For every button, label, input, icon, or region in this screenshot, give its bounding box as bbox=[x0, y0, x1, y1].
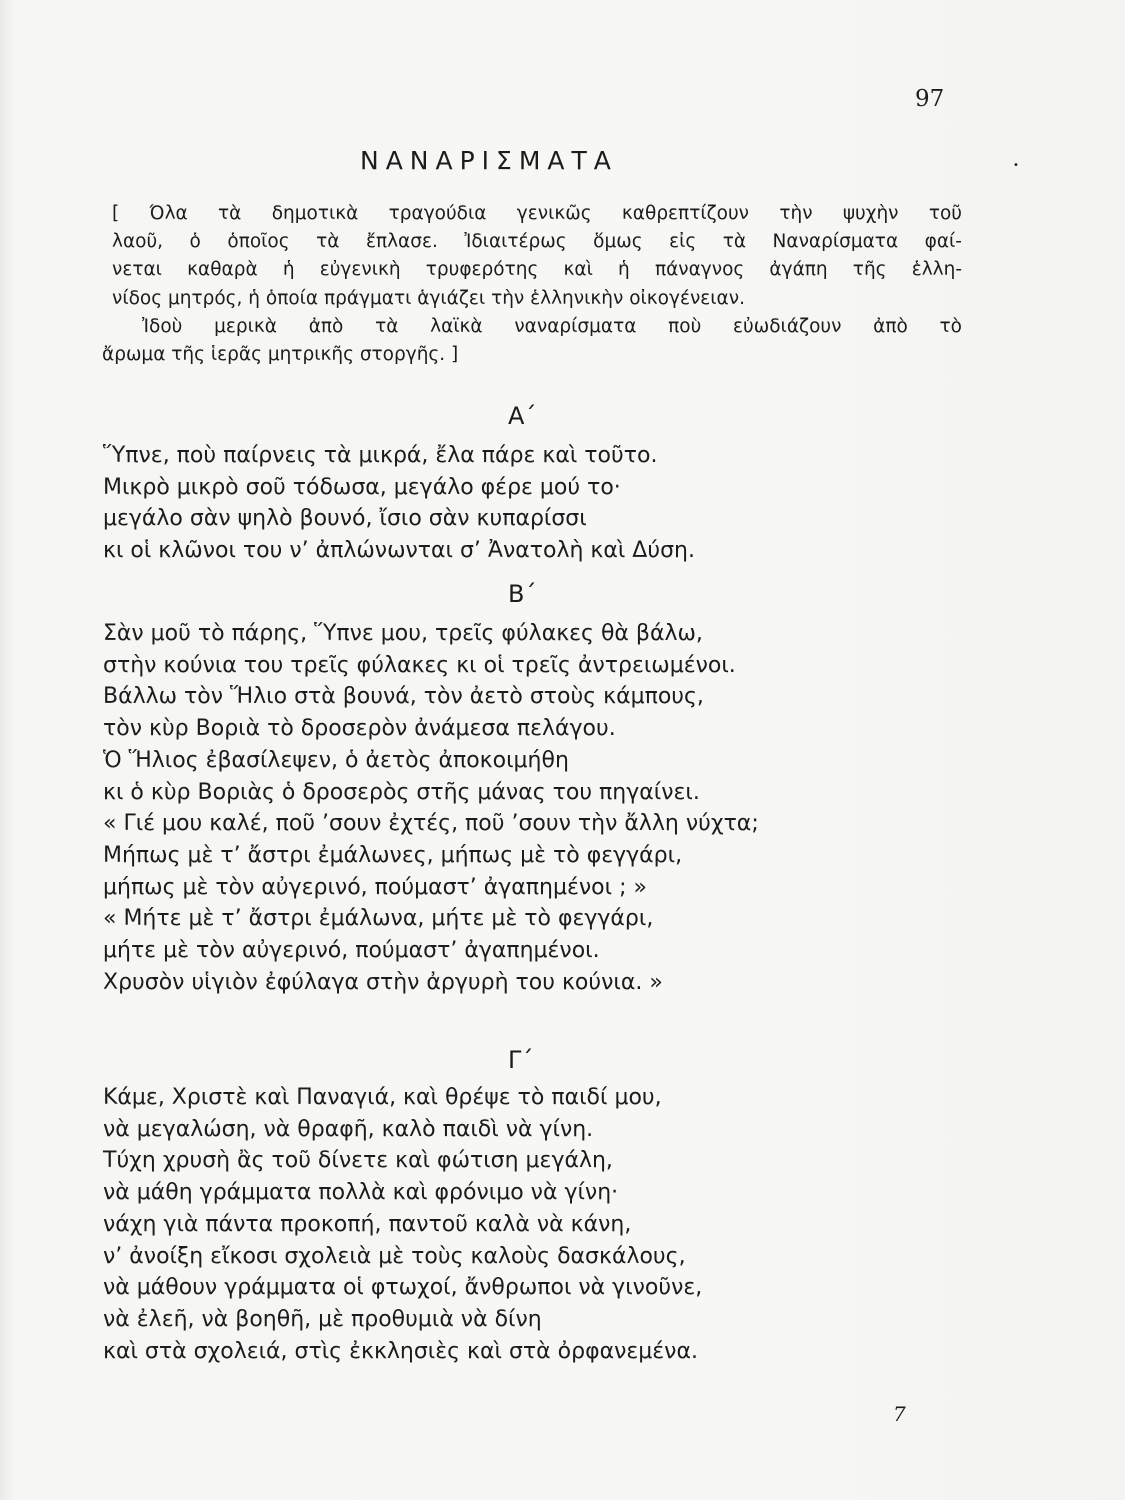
verse-line: « Γιέ μου καλέ, ποῦ ’σουν ἐχτές, ποῦ ’σουν τὴν ἄλλη νύχτα; bbox=[103, 811, 759, 837]
intro-line: λαοῦ, ὁ ὁποῖος τὰ ἔπλασε. Ἰδιαιτέρως ὅμως εἰς τὰ Ναναρίσματα φαί- bbox=[112, 231, 962, 253]
verse-line: Μικρὸ μικρὸ σοῦ τόδωσα, μεγάλο φέρε μού το· bbox=[103, 474, 621, 500]
verse-line: νὰ μάθουν γράμματα οἱ φτωχοί, ἄνθρωποι νὰ γινοῦνε, bbox=[103, 1275, 703, 1301]
intro-paragraph-1 bbox=[102, 200, 962, 313]
intro-line: Ἰδοὺ μερικὰ ἀπὸ τὰ λαϊκὰ ναναρίσματα ποὺ εὐωδιάζουν ἀπὸ τὸ bbox=[142, 315, 962, 337]
verse-line: Μήπως μὲ τ’ ἄστρι ἐμάλωνες, μήπως μὲ τὸ φεγγάρι, bbox=[103, 842, 683, 868]
page-title: ΝΑΝΑΡΙΣΜΑΤΑ bbox=[360, 146, 618, 175]
verse-line: νάχη γιὰ πάντα προκοπή, παντοῦ καλὰ νὰ κάνη, bbox=[103, 1211, 632, 1237]
page-number: 97 bbox=[915, 86, 945, 112]
signature-mark: 7 bbox=[893, 1402, 906, 1426]
section-letter-a: Α΄ bbox=[508, 402, 537, 430]
speck-mark: • bbox=[1013, 160, 1019, 171]
verse-line: νὰ μάθη γράμματα πολλὰ καὶ φρόνιμο νὰ γίνη· bbox=[103, 1180, 619, 1206]
verse-line: ν’ ἀνοίξη εἴκοσι σχολειὰ μὲ τοὺς καλοὺς δασκάλους, bbox=[103, 1243, 686, 1269]
section-letter-b: Β΄ bbox=[508, 580, 537, 608]
verse-line: Σὰν μοῦ τὸ πάρης, Ὕπνε μου, τρεῖς φύλακες θὰ βάλω, bbox=[103, 621, 703, 646]
verse-line: Ὁ Ἥλιος ἐβασίλεψεν, ὁ ἀετὸς ἀποκοιμήθη bbox=[103, 747, 569, 773]
poem-b bbox=[103, 618, 933, 998]
verse-line: νὰ μεγαλώση, νὰ θραφῆ, καλὸ παιδὶ νὰ γίνη. bbox=[103, 1116, 594, 1142]
intro-line: ἄρωμα τῆς ἱερᾶς μητρικῆς στοργῆς. ] bbox=[102, 344, 459, 366]
section-letter-c: Γ΄ bbox=[508, 1046, 534, 1074]
verse-line: Κάμε, Χριστὲ καὶ Παναγιά, καὶ θρέψε τὸ παιδί μου, bbox=[103, 1085, 662, 1110]
verse-line: Χρυσὸν υἱγιὸν ἐφύλαγα στὴν ἀργυρὴ του κούνια. » bbox=[103, 969, 663, 995]
verse-line: μήπως μὲ τὸν αὐγερινό, πούμαστ’ ἀγαπημένοι ; » bbox=[103, 874, 647, 900]
poem-a bbox=[103, 440, 933, 567]
verse-line: μήτε μὲ τὸν αὐγερινό, πούμαστ’ ἀγαπημένοι. bbox=[103, 938, 600, 964]
verse-line: μεγάλο σὰν ψηλὸ βουνό, ἴσιο σὰν κυπαρίσσι bbox=[103, 506, 587, 532]
verse-line: κι ὁ κὺρ Βοριὰς ὁ δροσερὸς στῆς μάνας του πηγαίνει. bbox=[103, 779, 700, 805]
verse-line: νὰ ἐλεῆ, νὰ βοηθῆ, μὲ προθυμιὰ νὰ δίνη bbox=[103, 1306, 542, 1332]
verse-line: Τύχη χρυσὴ ἂς τοῦ δίνετε καὶ φώτιση μεγάλη, bbox=[103, 1148, 613, 1174]
intro-line: [ Όλα τὰ δημοτικὰ τραγούδια γενικῶς καθρεπτίζουν τὴν ψυχὴν τοῦ bbox=[112, 203, 962, 224]
verse-line: καὶ στὰ σχολειά, στὶς ἐκκλησιὲς καὶ στὰ ὀρφανεμένα. bbox=[103, 1338, 698, 1364]
intro-line: νίδος μητρός, ἡ ὁποία πράγματι ἁγιάζει τὴν ἑλληνικὴν οἰκογένειαν. bbox=[112, 287, 745, 309]
poem-c bbox=[103, 1082, 933, 1367]
intro-line: νεται καθαρὰ ἡ εὐγενικὴ τρυφερότης καὶ ἡ πάναγνος ἀγάπη τῆς ἑλλη- bbox=[112, 259, 962, 281]
verse-line: στὴν κούνια του τρεῖς φύλακες κι οἱ τρεῖς ἀντρειωμένοι. bbox=[103, 652, 736, 678]
verse-line: Βάλλω τὸν Ἥλιο στὰ βουνά, τὸν ἀετὸ στοὺς κάμπους, bbox=[103, 684, 704, 710]
intro-text bbox=[102, 200, 962, 369]
verse-line: Ὕπνε, ποὺ παίρνεις τὰ μικρά, ἔλα πάρε καὶ τοῦτο. bbox=[103, 443, 658, 468]
verse-line: « Μήτε μὲ τ’ ἄστρι ἐμάλωνα, μήτε μὲ τὸ φεγγάρι, bbox=[103, 906, 654, 932]
verse-line: κι οἱ κλῶνοι του ν’ ἀπλώνωνται σ’ Ἀνατολὴ καὶ Δύση. bbox=[103, 538, 695, 564]
intro-paragraph-2 bbox=[102, 313, 962, 369]
verse-line: τὸν κὺρ Βοριὰ τὸ δροσερὸν ἀνάμεσα πελάγου. bbox=[103, 716, 616, 742]
